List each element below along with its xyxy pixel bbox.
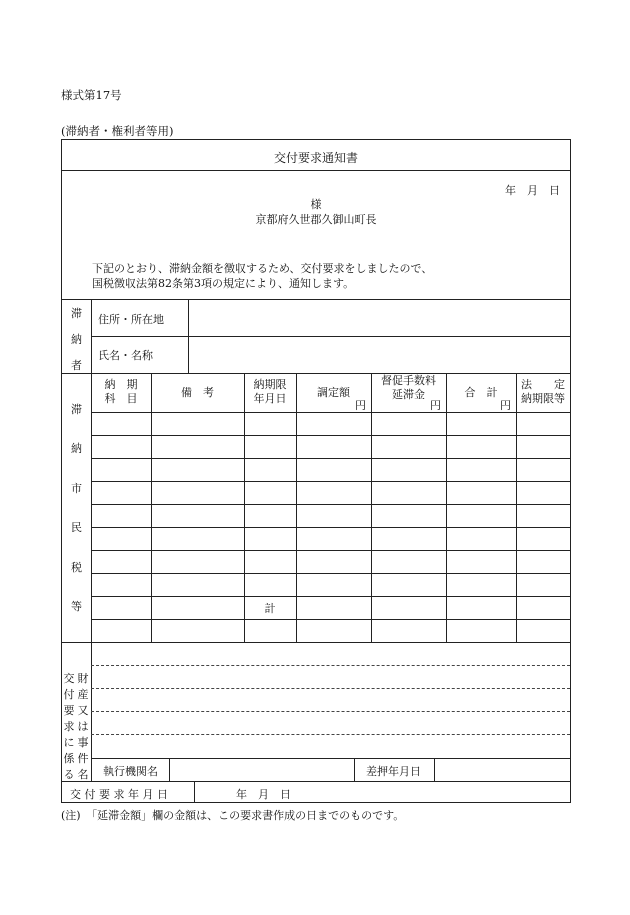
sender-name: 京都府久世郡久御山町長	[255, 213, 377, 226]
table-row	[91, 619, 570, 620]
divider	[91, 336, 570, 337]
dashed-line	[91, 688, 570, 689]
header-fee-late: 督促手数料 延滞金	[381, 374, 436, 401]
property-vertical-label: 財 産 又 は 事 件 名	[77, 672, 89, 781]
table-row	[91, 458, 570, 459]
divider	[446, 373, 447, 642]
dashed-line	[91, 711, 570, 712]
dashed-line	[91, 734, 570, 735]
header-remarks: 備 考	[181, 386, 214, 399]
header-assessed-amount: 調定額	[317, 386, 350, 399]
table-row	[91, 596, 570, 597]
divider	[354, 758, 355, 781]
divider	[169, 758, 170, 781]
seizure-date-label: 差押年月日	[366, 765, 421, 778]
divider	[151, 373, 152, 642]
divider	[516, 373, 517, 642]
footnote: (注) 「延滞金額」欄の金額は、この要求書作成の日までのものです。	[61, 809, 405, 822]
dashed-line	[91, 665, 570, 666]
delivery-date: 年 月 日	[236, 788, 291, 801]
header-legal-due: 法 定 納期限等	[521, 378, 565, 405]
delivery-date-label: 交 付 要 求 年 月 日	[70, 788, 168, 801]
name-label: 氏名・名称	[98, 349, 153, 362]
usage-label: (滞納者・権利者等用)	[61, 124, 174, 138]
divider	[91, 758, 570, 759]
table-row	[91, 550, 570, 551]
divider	[194, 781, 195, 802]
table-row	[91, 504, 570, 505]
table-row	[91, 573, 570, 574]
divider	[62, 781, 570, 782]
header-due-date: 納期限 年月日	[253, 378, 287, 405]
divider	[371, 373, 372, 642]
addressee-suffix: 様	[310, 198, 322, 211]
divider	[62, 170, 570, 171]
tax-vertical-label: 滞 納 市 民 税 等	[71, 403, 82, 613]
divider	[91, 373, 92, 642]
total-row-label: 計	[264, 602, 276, 615]
notice-form	[61, 139, 571, 803]
divider	[62, 642, 570, 643]
table-row	[91, 435, 570, 436]
executing-agency-label: 執行機関名	[103, 765, 158, 778]
issue-date: 年 月 日	[505, 184, 560, 197]
divider	[434, 758, 435, 781]
divider	[62, 299, 570, 300]
body-text-line1: 下記のとおり、滞納金額を徴収するため、交付要求をしましたので、	[92, 262, 433, 275]
delinquent-vertical-label: 滞 納 者	[71, 307, 82, 372]
divider	[62, 373, 570, 374]
body-text-line2: 国税徴収法第82条第3項の規定により、通知します。	[92, 277, 355, 290]
table-row	[91, 412, 570, 413]
header-period-subject: 納 期 科 目	[104, 378, 138, 405]
yen-unit: 円	[355, 399, 366, 412]
form-title: 交付要求通知書	[273, 151, 358, 165]
table-row	[91, 527, 570, 528]
property-vertical-label: 交 付 要 求 に 係 る	[63, 672, 75, 781]
yen-unit: 円	[430, 399, 441, 412]
form-number: 様式第17号	[61, 88, 122, 102]
yen-unit: 円	[500, 399, 511, 412]
address-label: 住所・所在地	[98, 313, 164, 326]
header-total: 合 計	[464, 386, 498, 399]
divider	[296, 373, 297, 642]
table-row	[91, 481, 570, 482]
